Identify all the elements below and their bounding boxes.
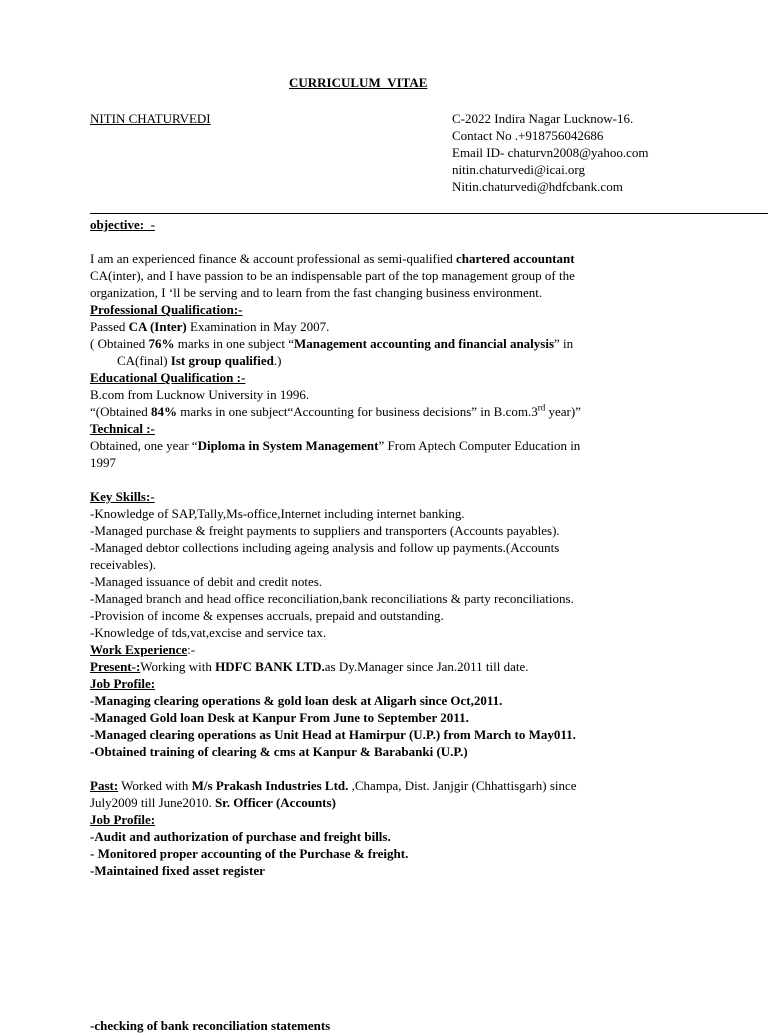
header-divider xyxy=(90,213,768,214)
educational-line: “(Obtained 84% marks in one subject“Accounting for business decisions” in B.com.3rd year)” xyxy=(90,402,581,419)
job-profile-heading: Job Profile: xyxy=(90,812,156,827)
skill-item: -Knowledge of tds,vat,excise and service tax. xyxy=(90,625,327,640)
professional-heading: Professional Qualification:- xyxy=(90,302,243,317)
skill-item: -Managed issuance of debit and credit notes. xyxy=(90,574,323,589)
skill-item: -Managed purchase & freight payments to suppliers and transporters (Accounts payables). xyxy=(90,523,560,538)
professional-line: ( Obtained 76% marks in one subject “Management accounting and financial analysis” in xyxy=(90,336,574,351)
duty-item: -Managed Gold loan Desk at Kanpur From June to September 2011. xyxy=(90,710,469,725)
professional-line: Passed CA (Inter) Examination in May 2007. xyxy=(90,319,330,334)
address-line: C-2022 Indira Nagar Lucknow-16. xyxy=(452,111,634,126)
objective-line: CA(inter), and I have passion to be an indispensable part of the top management group of the xyxy=(90,268,575,283)
contact-block xyxy=(452,110,648,195)
professional-line: CA(final) Ist group qualified.) xyxy=(117,353,282,368)
objective-heading: objective:_- xyxy=(90,217,155,232)
cut-off-duty-item: -checking of bank reconciliation statements xyxy=(90,1018,331,1033)
educational-heading: Educational Qualification :- xyxy=(90,370,246,385)
duty-item: - Monitored proper accounting of the Purchase & freight. xyxy=(90,846,409,861)
technical-line: Obtained, one year “Diploma in System Management” From Aptech Computer Education in xyxy=(90,438,581,453)
technical-line: 1997 xyxy=(90,455,116,470)
present-job-line: Present-:Working with HDFC BANK LTD.as Dy.Manager since Jan.2011 till date. xyxy=(90,659,529,674)
skills-heading: Key Skills:- xyxy=(90,489,155,504)
duty-item: -Obtained training of clearing & cms at Kanpur & Barabanki (U.P.) xyxy=(90,744,468,759)
objective-line: organization, I ‘ll be serving and to learn from the fast changing business environment. xyxy=(90,285,543,300)
phone-line: Contact No .+918756042686 xyxy=(452,128,604,143)
skill-item: -Knowledge of SAP,Tally,Ms-office,Internet including internet banking. xyxy=(90,506,465,521)
email-line: Nitin.chaturvedi@hdfcbank.com xyxy=(452,179,623,194)
educational-line: B.com from Lucknow University in 1996. xyxy=(90,387,310,402)
past-job-line: July2009 till June2010. Sr. Officer (Accounts) xyxy=(90,795,336,810)
duty-item: -Managing clearing operations & gold loan desk at Aligarh since Oct,2011. xyxy=(90,693,503,708)
skill-item: -Managed debtor collections including ageing analysis and follow up payments.(Accounts xyxy=(90,540,560,555)
resume-body xyxy=(90,216,680,879)
skill-item: -Managed branch and head office reconciliation,bank reconciliations & party reconciliations. xyxy=(90,591,574,606)
job-profile-heading: Job Profile: xyxy=(90,676,156,691)
document-title: CURRICULUM_VITAE xyxy=(289,75,428,90)
duty-item: -Managed clearing operations as Unit Head at Hamirpur (U.P.) from March to May011. xyxy=(90,727,576,742)
email-line: Email ID- chaturvn2008@yahoo.com xyxy=(452,145,649,160)
skill-item: -Provision of income & expenses accruals, prepaid and outstanding. xyxy=(90,608,444,623)
technical-heading: Technical :- xyxy=(90,421,155,436)
email-line: nitin.chaturvedi@icai.org xyxy=(452,162,586,177)
candidate-name: NITIN CHATURVEDI xyxy=(90,111,211,126)
duty-item: -Maintained fixed asset register xyxy=(90,863,265,878)
duty-item: -Audit and authorization of purchase and freight bills. xyxy=(90,829,391,844)
skill-item: receivables). xyxy=(90,557,157,572)
objective-line: I am an experienced finance & account professional as semi-qualified chartered accountant xyxy=(90,251,575,266)
work-heading: Work Experience:- xyxy=(90,642,196,657)
past-job-line: Past: Worked with M/s Prakash Industries Ltd. ,Champa, Dist. Janjgir (Chhattisgarh) since xyxy=(90,778,577,793)
